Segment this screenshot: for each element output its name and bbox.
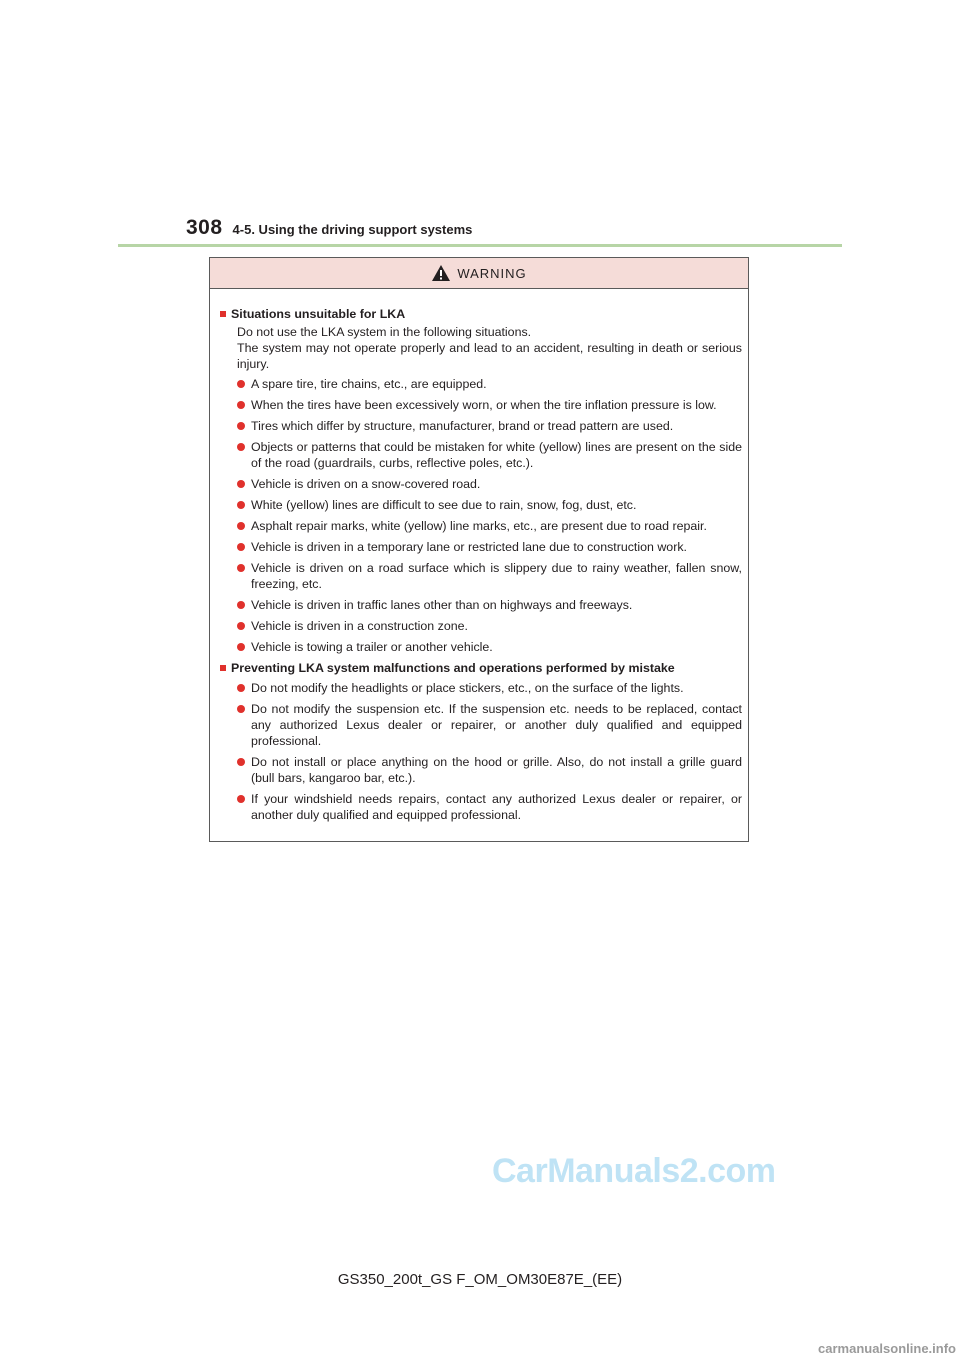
site-mark: carmanualsonline.info [818,1341,956,1356]
list-item: Vehicle is driven in traffic lanes other than on highways and freeways. [237,597,742,613]
list-item: Vehicle is towing a trailer or another vehicle. [237,639,742,655]
section-heading: Situations unsuitable for LKA [218,306,742,322]
circle-bullet-icon [237,422,245,430]
circle-bullet-icon [237,643,245,651]
warning-triangle-icon [431,264,451,282]
page-header [186,216,472,246]
header-rule [118,244,842,247]
list-item: Vehicle is driven in a temporary lane or restricted lane due to construction work. [237,539,742,555]
list-item: If your windshield needs repairs, contact any authorized Lexus dealer or repairer, or another duly qualified and equipped professional. [237,791,742,823]
bullet-list [218,680,742,823]
section-title: 4-5. Using the driving support systems [232,222,473,237]
circle-bullet-icon [237,564,245,572]
list-item: Do not install or place anything on the hood or grille. Also, do not install a grille guard (bull bars, kangaroo bar, etc.). [237,754,742,786]
list-item: When the tires have been excessively worn, or when the tire inflation pressure is low. [237,397,742,413]
square-bullet-icon [220,665,226,671]
list-item: Asphalt repair marks, white (yellow) line marks, etc., are present due to road repair. [237,518,742,534]
circle-bullet-icon [237,758,245,766]
section-heading: Preventing LKA system malfunctions and operations performed by mistake [218,660,742,676]
list-item: Objects or patterns that could be mistaken for white (yellow) lines are present on the side of the road (guardrails, curbs, reflective poles, etc.). [237,439,742,471]
circle-bullet-icon [237,480,245,488]
warning-body [210,289,748,823]
warning-header [210,258,748,289]
circle-bullet-icon [237,501,245,509]
list-item: A spare tire, tire chains, etc., are equipped. [237,376,742,392]
list-item: White (yellow) lines are difficult to see due to rain, snow, fog, dust, etc. [237,497,742,513]
watermark: CarManuals2.com [492,1152,776,1190]
list-item: Do not modify the suspension etc. If the suspension etc. needs to be replaced, contact any authorized Lexus dealer or repairer, or another duly qualified and equipped professional. [237,701,742,749]
circle-bullet-icon [237,543,245,551]
circle-bullet-icon [237,684,245,692]
circle-bullet-icon [237,443,245,451]
circle-bullet-icon [237,622,245,630]
list-item: Vehicle is driven on a road surface which is slippery due to rainy weather, fallen snow, freezing, etc. [237,560,742,592]
document-code: GS350_200t_GS F_OM_OM30E87E_(EE) [337,1271,623,1288]
list-item: Do not modify the headlights or place stickers, etc., on the surface of the lights. [237,680,742,696]
list-item: Vehicle is driven in a construction zone. [237,618,742,634]
list-item: Tires which differ by structure, manufacturer, brand or tread pattern are used. [237,418,742,434]
square-bullet-icon [220,311,226,317]
circle-bullet-icon [237,795,245,803]
circle-bullet-icon [237,601,245,609]
circle-bullet-icon [237,705,245,713]
circle-bullet-icon [237,380,245,388]
circle-bullet-icon [237,522,245,530]
warning-title: WARNING [457,265,527,281]
section-intro: Do not use the LKA system in the following situations. The system may not operate properly and lead to an accident, resulting in death or serious injury. [237,325,742,371]
bullet-list [218,376,742,655]
circle-bullet-icon [237,401,245,409]
warning-box [209,257,749,842]
list-item: Vehicle is driven on a snow-covered road. [237,476,742,492]
page-number: 308 [186,216,223,239]
